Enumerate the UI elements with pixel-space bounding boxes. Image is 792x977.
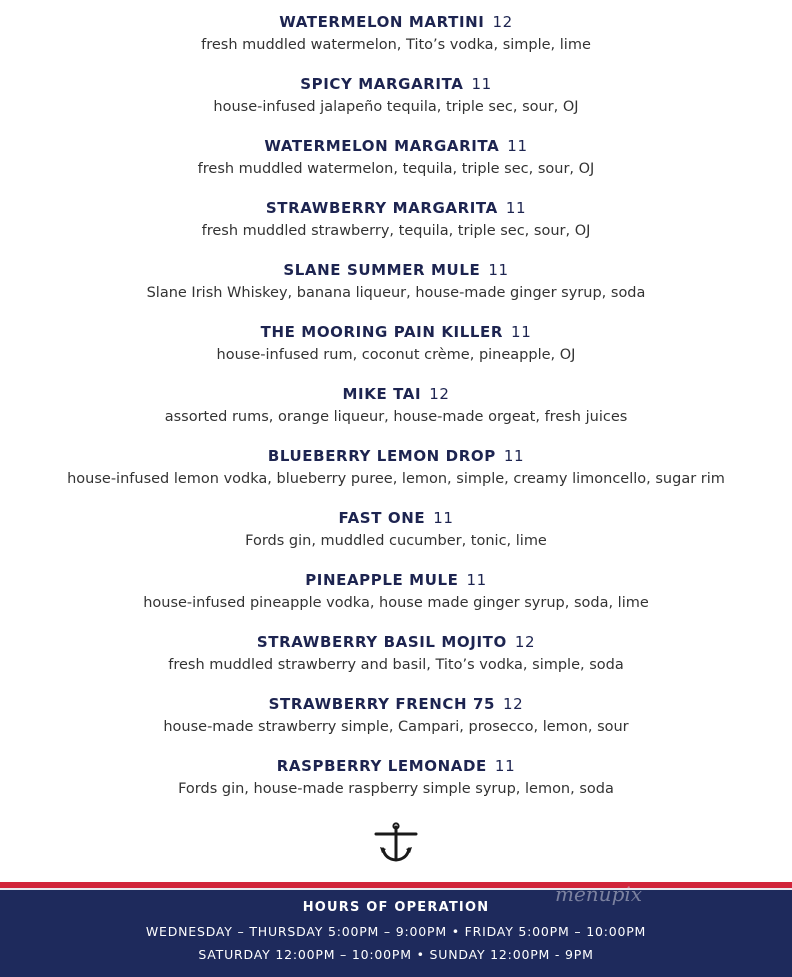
item-name: BLUEBERRY LEMON DROP <box>267 447 496 465</box>
hours-line-weekday: WEDNESDAY – THURSDAY 5:00PM – 9:00PM • FRIDAY 5:00PM – 10:00PM <box>145 924 647 939</box>
item-price: 12 <box>492 13 513 31</box>
item-description: house-infused pineapple vodka, house made ginger syrup, soda, lime <box>143 595 649 611</box>
hours-line-weekend: SATURDAY 12:00PM – 10:00PM • SUNDAY 12:00PM - 9PM <box>198 947 594 962</box>
menu-item <box>0 444 792 506</box>
item-price: 11 <box>433 509 454 527</box>
item-price: 11 <box>511 323 532 341</box>
item-description: fresh muddled strawberry and basil, Tito’s vodka, simple, soda <box>168 657 624 673</box>
menu-item <box>0 692 792 754</box>
menu-item <box>0 630 792 692</box>
item-description: house-made strawberry simple, Campari, prosecco, lemon, sour <box>163 719 629 735</box>
item-name: FAST ONE <box>338 509 426 527</box>
item-price: 12 <box>503 695 524 713</box>
item-description: Fords gin, house-made raspberry simple syrup, lemon, soda <box>178 781 614 797</box>
item-description: house-infused lemon vodka, blueberry puree, lemon, simple, creamy limoncello, sugar rim <box>67 471 725 487</box>
menu-item <box>0 196 792 258</box>
item-description: assorted rums, orange liqueur, house-made orgeat, fresh juices <box>164 409 628 425</box>
item-name: WATERMELON MARTINI <box>279 13 485 31</box>
item-name: THE MOORING PAIN KILLER <box>260 323 504 341</box>
item-description: Fords gin, muddled cucumber, tonic, lime <box>245 533 547 549</box>
menu-item <box>0 506 792 568</box>
item-description: house-infused jalapeño tequila, triple sec, sour, OJ <box>213 99 579 115</box>
item-price: 12 <box>514 633 536 651</box>
item-description: house-infused rum, coconut crème, pineapple, OJ <box>216 347 576 363</box>
item-name: RASPBERRY LEMONADE <box>276 757 487 775</box>
menu-item <box>0 382 792 444</box>
item-description: fresh muddled watermelon, tequila, triple sec, sour, OJ <box>197 161 595 177</box>
menu-item <box>0 258 792 320</box>
watermark-logo: menupix <box>555 882 643 906</box>
item-price: 11 <box>503 447 525 465</box>
anchor-icon <box>371 822 421 864</box>
item-price: 11 <box>505 199 527 217</box>
item-description: Slane Irish Whiskey, banana liqueur, house-made ginger syrup, soda <box>146 285 646 301</box>
item-name: STRAWBERRY BASIL MOJITO <box>256 633 507 651</box>
menu-item <box>0 754 792 816</box>
item-description: fresh muddled strawberry, tequila, triple sec, sour, OJ <box>201 223 591 239</box>
menu-item <box>0 72 792 134</box>
item-name: STRAWBERRY FRENCH 75 <box>268 695 496 713</box>
item-price: 11 <box>471 75 492 93</box>
hours-title: HOURS OF OPERATION <box>302 900 490 915</box>
menu-item <box>0 320 792 382</box>
item-price: 11 <box>466 571 487 589</box>
item-name: SLANE SUMMER MULE <box>283 261 481 279</box>
item-name: SPICY MARGARITA <box>300 75 464 93</box>
item-name: MIKE TAI <box>342 385 422 403</box>
menu-item <box>0 568 792 630</box>
item-name: STRAWBERRY MARGARITA <box>265 199 498 217</box>
item-description: fresh muddled watermelon, Tito’s vodka, simple, lime <box>201 37 591 53</box>
cocktail-menu <box>0 10 792 816</box>
menu-item <box>0 10 792 72</box>
item-price: 11 <box>488 261 509 279</box>
item-price: 12 <box>429 385 450 403</box>
menu-item <box>0 134 792 196</box>
item-price: 11 <box>507 137 528 155</box>
item-name: WATERMELON MARGARITA <box>264 137 500 155</box>
item-price: 11 <box>494 757 516 775</box>
item-name: PINEAPPLE MULE <box>305 571 459 589</box>
